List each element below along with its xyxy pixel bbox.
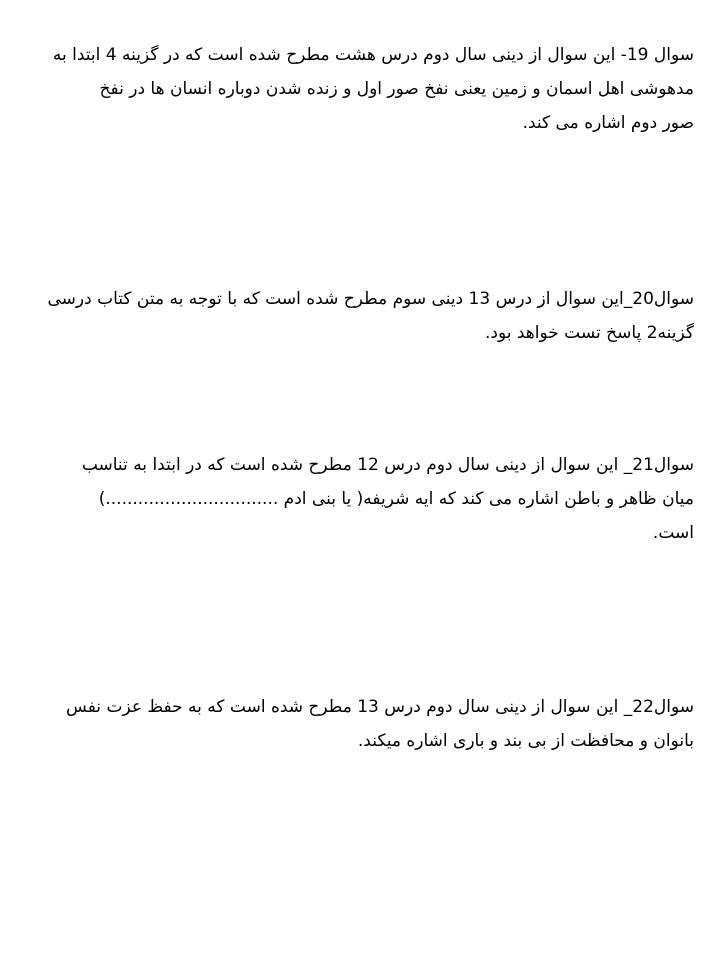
question-22-line-2: بانوان و محافظت از بی بند و باری اشاره میکند. <box>357 731 694 751</box>
question-19-line-3: صور دوم اشاره می کند. <box>522 113 694 133</box>
question-20-line-1: سوال20_این سوال از درس 13 دینی سوم مطرح شده است که با توجه به متن کتاب درسی <box>47 289 694 309</box>
question-21-line-2: میان ظاهر و باطن اشاره می کند که ایه شریفه( یا بنی ادم ................................) <box>98 489 694 509</box>
question-22-paragraph <box>14 690 694 758</box>
question-22-line-1: سوال22_ این سوال از دینی سال دوم درس 13 مطرح شده است که به حفظ عزت نفس <box>66 697 694 717</box>
question-20-paragraph <box>14 282 694 350</box>
question-19-paragraph <box>14 38 694 140</box>
question-21-line-3: است. <box>652 523 694 543</box>
question-21-paragraph <box>14 448 694 550</box>
question-20-line-2: گزینه2 پاسخ تست خواهد بود. <box>484 323 694 343</box>
question-21-line-1: سوال21_ این سوال از دینی سال دوم درس 12 مطرح شده است که در ابتدا به تناسب <box>81 455 694 475</box>
question-19-line-1: سوال 19- این سوال از دینی سال دوم درس هشت مطرح شده است که در گزینه 4 ابتدا به <box>52 45 694 65</box>
question-19-line-2: مدهوشی اهل اسمان و زمین یعنی نفخ صور اول و زنده شدن دوباره انسان ها در نفخ <box>99 79 694 99</box>
